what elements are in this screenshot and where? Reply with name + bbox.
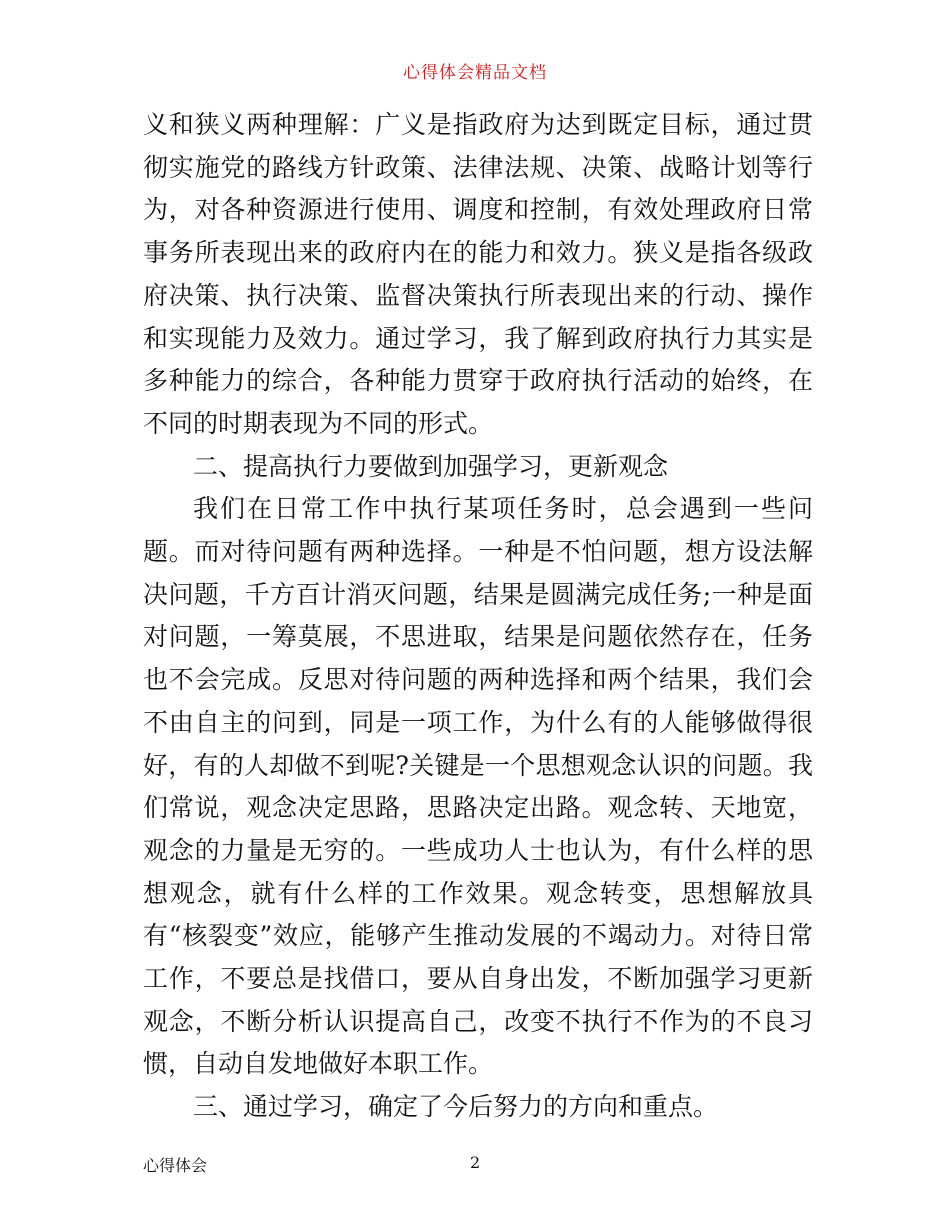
paragraph-continuation: 义和狭义两种理解：广义是指政府为达到既定目标，通过贯彻实施党的路线方针政策、法律法规、决策、战略计划等行为，对各种资源进行使用、调度和控制，有效处理政府日常事务所表现出来的政府内在的能力和效力。狭义是指各级政府决策、执行决策、监督决策执行所表现出来的行动、操作和实现能力及效力。通过学习，我了解到政府执行力其实是多种能力的综合，各种能力贯穿于政府执行活动的始终，在不同的时期表现为不同的形式。 xyxy=(143,110,813,438)
document-header-title: 心得体会精品文档 xyxy=(403,63,547,83)
footer-label: 心得体会 xyxy=(143,1156,208,1175)
section-heading-3: 三、通过学习，确定了今后努力的方向和重点。 xyxy=(193,1092,719,1122)
paragraph-body: 我们在日常工作中执行某项任务时，总会遇到一些问题。而对待问题有两种选择。一种是不怕问题，想方设法解决问题，千方百计消灭问题，结果是圆满完成任务;一种是面对问题，一筹莫展，不思进取，结果是问题依然存在，任务也不会完成。反思对待问题的两种选择和两个结果，我们会不由自主的问到，同是一项工作，为什么有的人能够做得很好，有的人却做不到呢?关键是一个思想观念认识的问题。我们常说，观念决定思路，思路决定出路。观念转、天地宽，观念的力量是无穷的。一些成功人士也认为，有什么样的思想观念，就有什么样的工作效果。观念转变，思想解放具有“核裂变”效应，能够产生推动发展的不竭动力。对待日常工作，不要总是找借口，要从自身出发，不断加强学习更新观念，不断分析认识提高自己，改变不执行不作为的不良习惯，自动自发地做好本职工作。 xyxy=(143,494,813,1079)
section-heading-2: 二、提高执行力要做到加强学习，更新观念 xyxy=(193,451,669,481)
document-body xyxy=(143,104,813,1129)
page-number: 2 xyxy=(470,1153,481,1172)
